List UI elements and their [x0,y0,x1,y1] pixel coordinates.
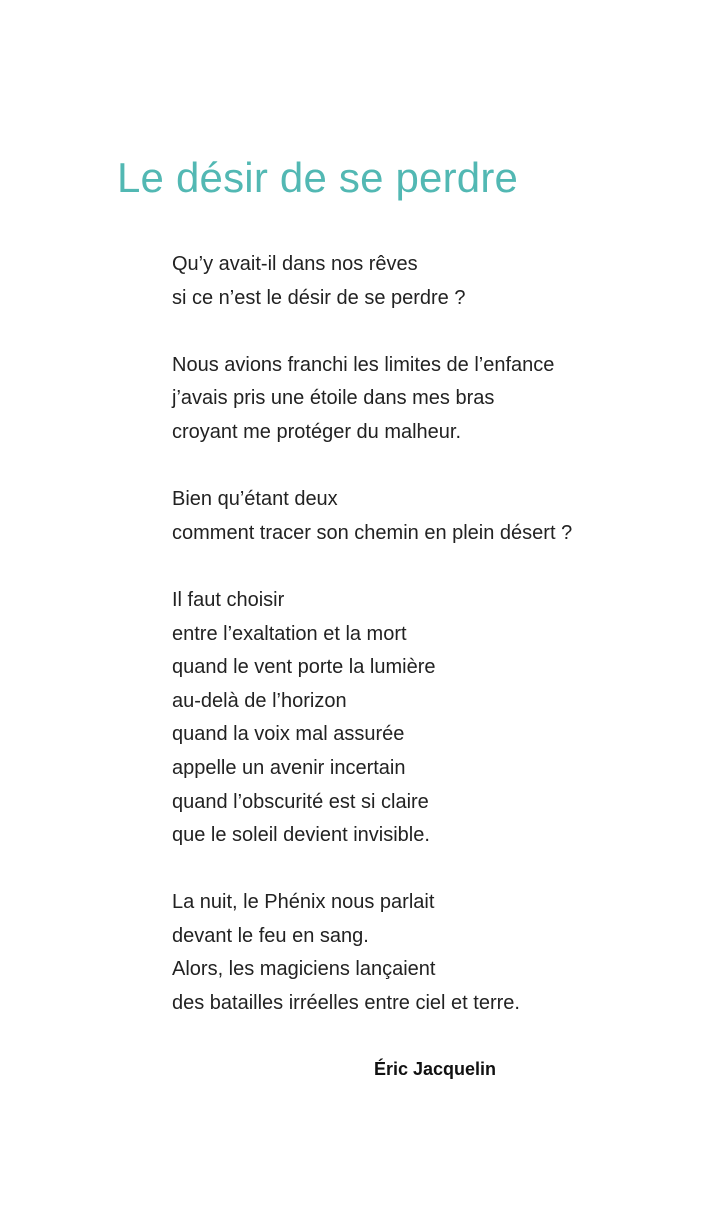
poem-line: La nuit, le Phénix nous parlait [172,891,435,914]
poem-line: comment tracer son chemin en plein désert ? [172,521,573,544]
poem-line: devant le feu en sang. [172,924,369,947]
poem-line: entre l’exaltation et la mort [172,622,407,645]
poem-line: des batailles irréelles entre ciel et terre. [172,992,520,1015]
poem-title: Le désir de se perdre [117,154,519,201]
stanza-3 [172,483,692,550]
poem-line: Nous avions franchi les limites de l’enfance [172,353,555,376]
author-signature: Éric Jacquelin [374,1059,497,1079]
poem-line: Il faut choisir [172,588,285,611]
poem-line: quand le vent porte la lumière [172,656,436,679]
stanza-5 [172,886,692,1020]
poem-line: si ce n’est le désir de se perdre ? [172,286,466,309]
poem-line: appelle un avenir incertain [172,756,406,779]
poem-line: Qu’y avait-il dans nos rêves [172,253,418,275]
stanza-1 [172,248,692,315]
poem-line: que le soleil devient invisible. [172,824,430,847]
poem-line: quand l’obscurité est si claire [172,790,429,813]
poem-line: Bien qu’étant deux [172,488,338,511]
poem-line: Alors, les magiciens lançaient [172,958,436,981]
stanza-2 [172,349,692,450]
poem-body [172,248,692,1021]
poem-line: j’avais pris une étoile dans mes bras [172,387,495,410]
poem-line: au-delà de l’horizon [172,689,347,712]
poem-line: croyant me protéger du malheur. [172,420,462,443]
poem-line: quand la voix mal assurée [172,723,405,746]
stanza-4 [172,584,692,853]
